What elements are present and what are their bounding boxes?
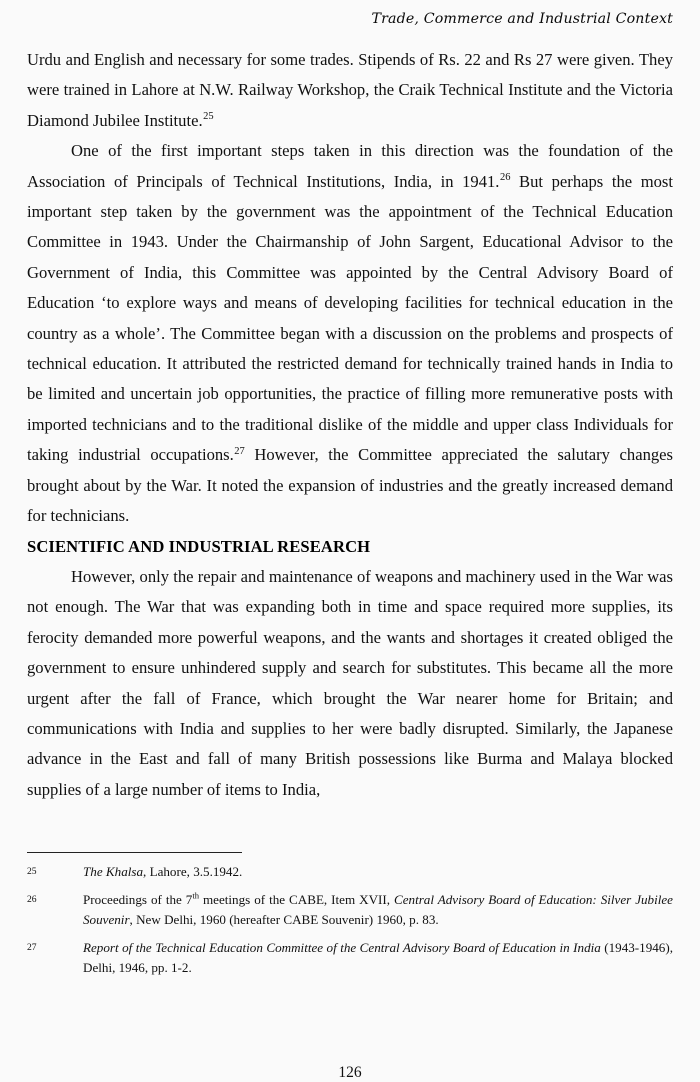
footnote-25-rest: , Lahore, 3.5.1942. [143,864,243,879]
footnote-26-prefix: Proceedings of the 7 [83,892,193,908]
footnote-25-title: The Khalsa [83,864,144,879]
footnote-separator-rule [27,852,242,853]
footnote-area [27,852,673,977]
body-content [27,45,673,805]
paragraph-research: However, only the repair and maintenance of weapons and machinery used in the War was not enough. The War that was expanding both in time and space required more supplies, its ferocity demanded more powerful weapons, and the wants and shortages it created obliged the government to ensure unhindered supply and search for substitutes. This became all the more urgent after the fall of France, which brought the War nearer home for Britain; and communications with India and supplies to her were badly disrupted. Similarly, the Japanese advance in the East and fall of many British possessions like Burma and Malaya blocked supplies of a large number of items to India, [27,566,673,799]
footnote-26-title: Central Advisory Board of Education: Silver Jubilee Souvenir [83,892,673,927]
footnote-26-middle: meetings of the CABE, Item XVII, [199,892,394,908]
page-number: 126 [338,1064,362,1081]
footnote-text-27 [83,938,673,977]
footnote-26 [27,890,673,929]
footnote-27-rest: (1943-1946), Delhi, 1946, pp. 1-2. [83,940,673,975]
running-header: Trade, Commerce and Industrial Context [371,11,673,27]
footnote-text-26 [83,890,673,929]
footnote-number-25: 25 [27,866,37,877]
paragraph-2-segment-1: One of the first important steps taken in this direction was the foundation of the Association of Principals of Technical Institutions, India, in 1941. [27,141,673,191]
footnote-number-26: 26 [27,894,37,906]
footnote-27-title: Report of the Technical Education Committee of the Central Advisory Board of Education in India [83,940,601,956]
paragraph-1-text: Urdu and English and necessary for some trades. Stipends of Rs. 22 and Rs 27 were given. They were trained in Lahore at N.W. Railway Workshop, the Craik Technical Institute and the Victoria Diamond Jubilee Institute. [27,50,673,130]
paragraph-technical-education [27,136,673,531]
section-heading: SCIENTIFIC AND INDUSTRIAL RESEARCH [27,536,371,556]
footnote-26-rest: , New Delhi, 1960 (hereafter CABE Souvenir) 1960, p. 83. [129,911,439,927]
paragraph-2-segment-2: But perhaps the most important step taken by the government was the appointment of the Technical Education Committee in 1943. Under the Chairmanship of John Sargent, Educational Advisor to the Government of India, this Committee was appointed by the Central Advisory Board of Education ‘to explore ways and means of developing facilities for technical education in the country as a whole’. The Committee began with a discussion on the problems and prospects of technical education. It attributed the restricted demand for technically trained hands in India to be limited and uncertain job opportunities, the practice of filling more remunerative posts with imported technicians and to the traditional dislike of the middle and upper class Individuals for taking industrial occupations. [27,171,673,465]
footnote-25 [27,862,673,881]
paragraph-continuation [27,45,673,136]
footnote-marker-25: 25 [203,111,214,123]
paragraph-2-segment-3: However, the Committee appreciated the salutary changes brought about by the War. It noted the expansion of industries and the greatly increased demand for technicians. [27,445,673,526]
footnote-number-27: 27 [27,942,37,954]
footnote-marker-27: 27 [234,445,245,457]
footnote-text-25 [83,862,673,881]
footnote-27 [27,938,673,977]
footnote-26-ordinal-suffix: th [192,891,200,902]
footnote-marker-26: 26 [499,172,511,184]
